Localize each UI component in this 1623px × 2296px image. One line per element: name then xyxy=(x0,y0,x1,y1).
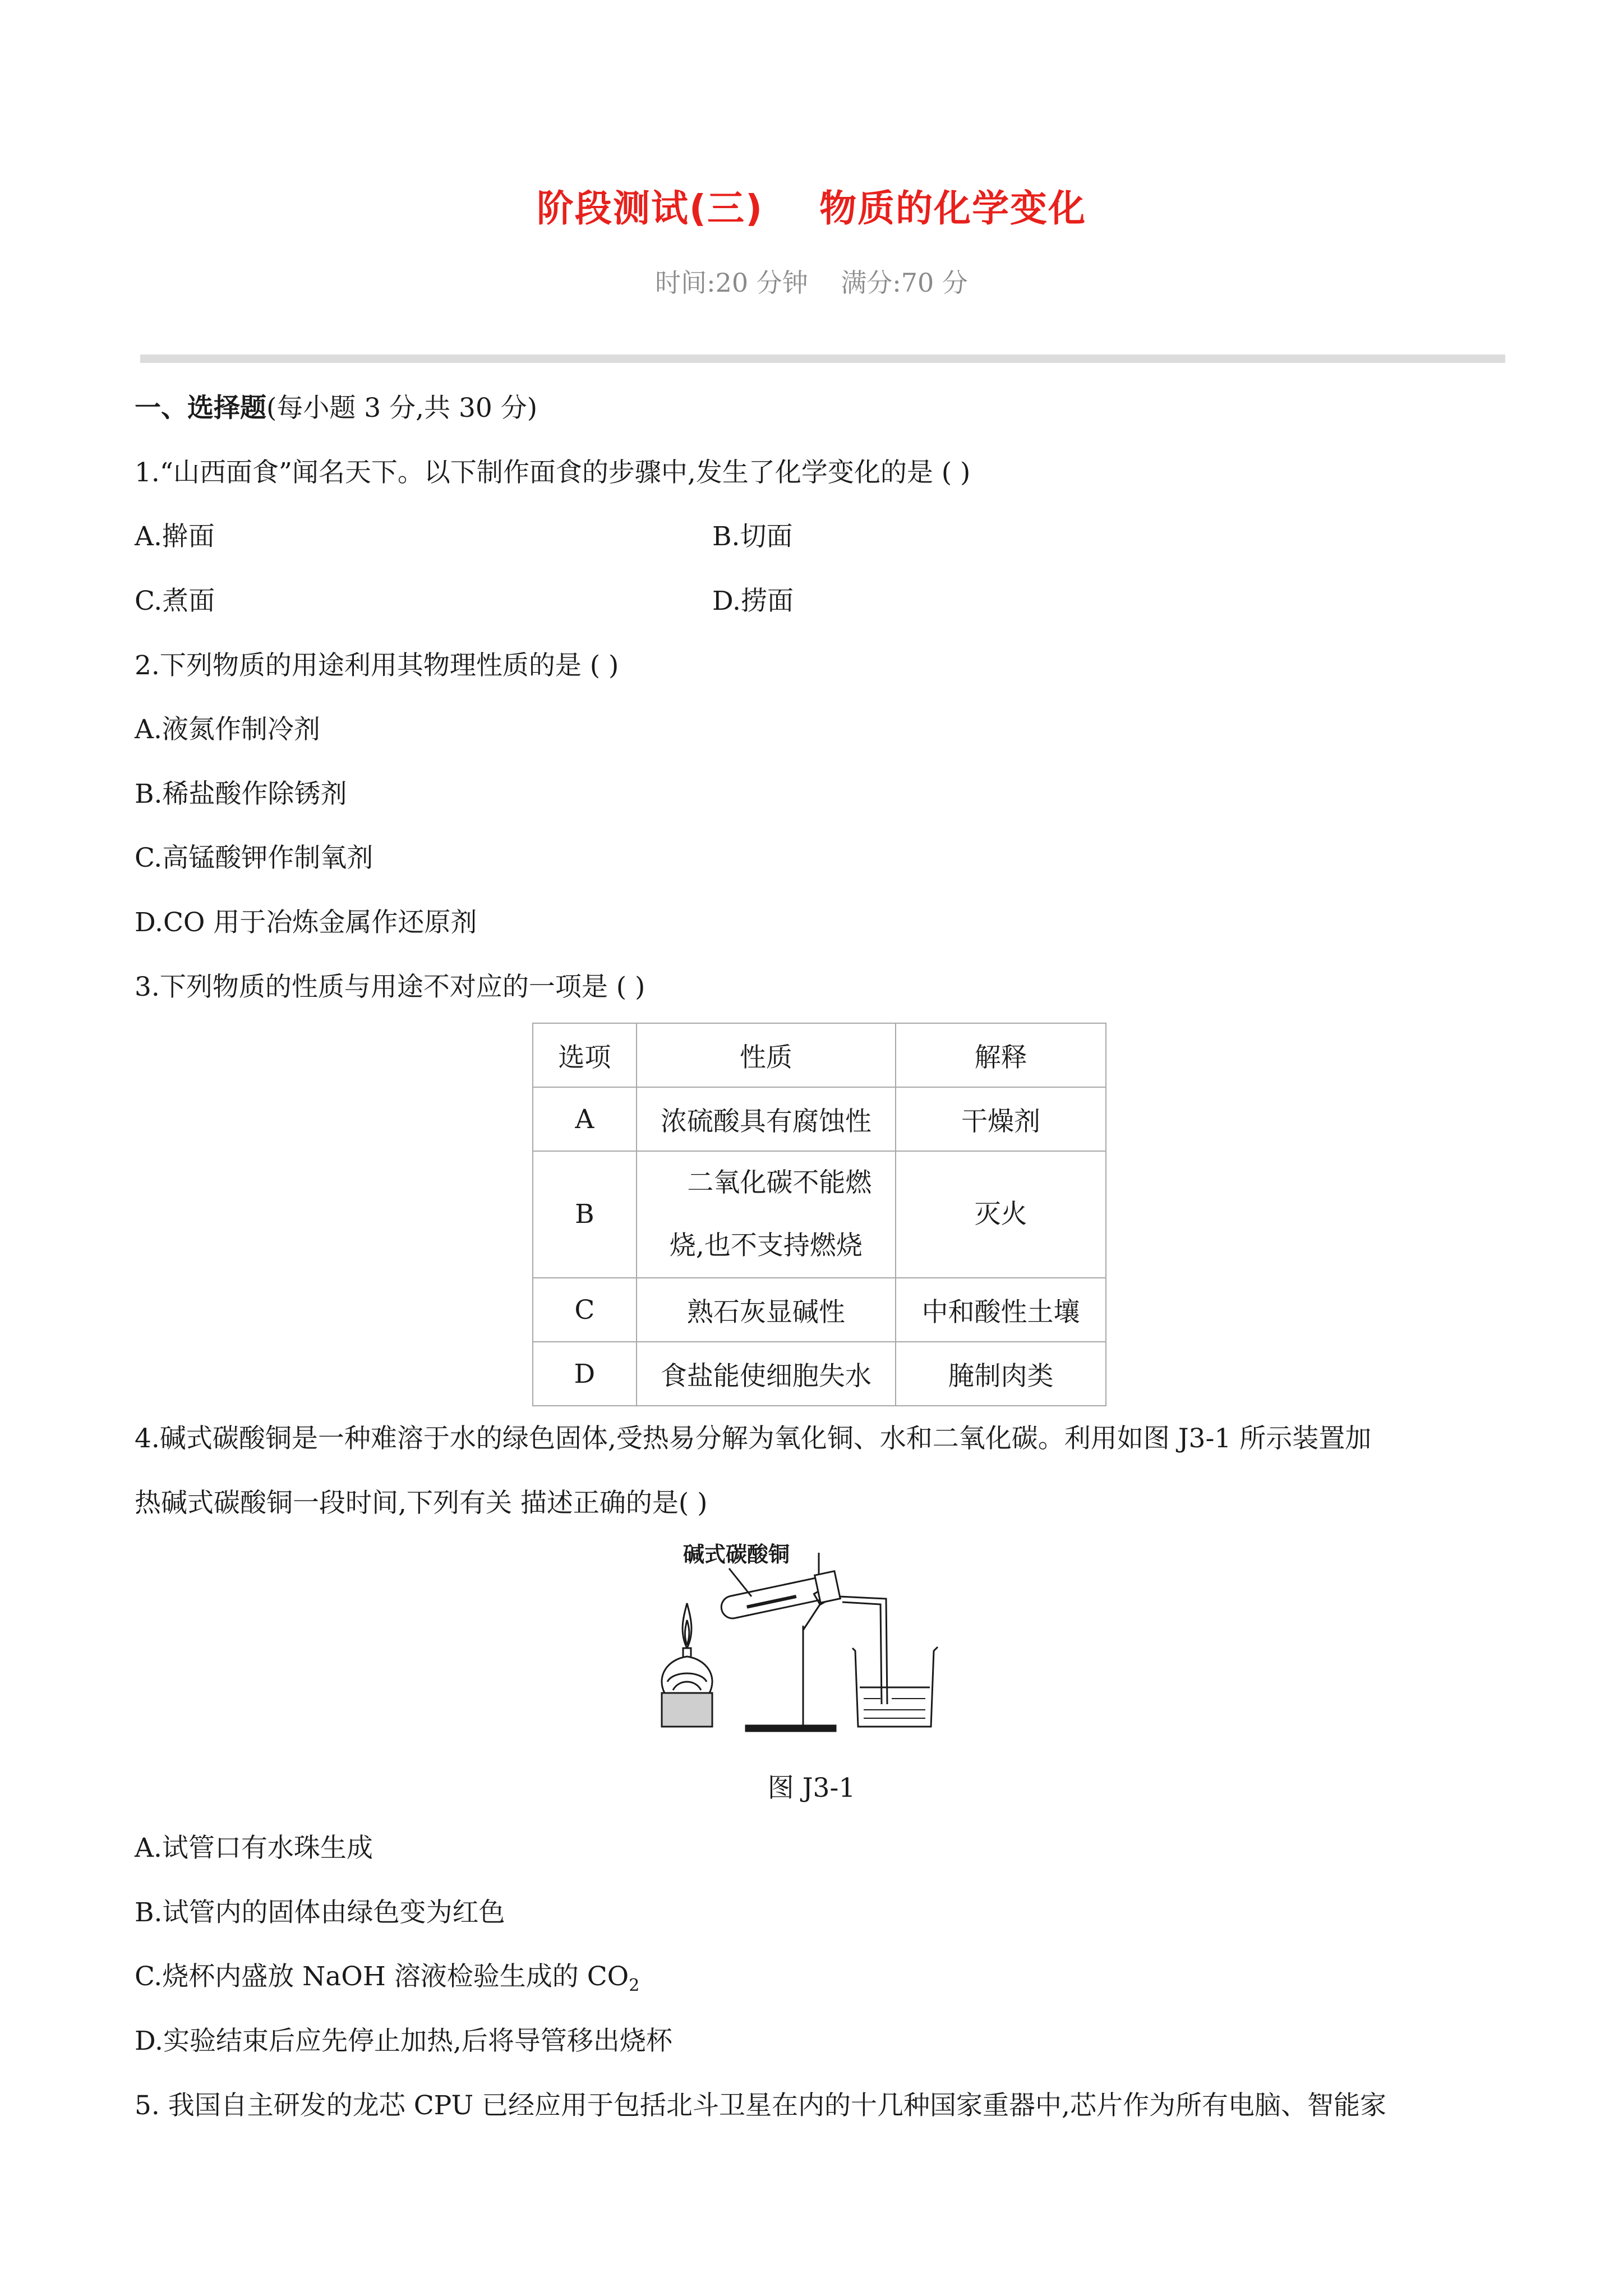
table-cell: 浓硫酸具有腐蚀性 xyxy=(637,1087,896,1151)
section-score-note: (每小题 3 分,共 30 分) xyxy=(266,393,538,424)
table-cell: A xyxy=(533,1087,637,1151)
table-cell: D xyxy=(533,1342,637,1406)
question-1-stem: 1.“山西面食”闻名天下。以下制作面食的步骤中,发生了化学变化的是 ( ) xyxy=(135,457,971,488)
table-row xyxy=(533,1087,1106,1151)
table-row xyxy=(533,1151,1106,1278)
question-2-option-c: C.高锰酸钾作制氧剂 xyxy=(135,843,374,873)
table-cell: 灭火 xyxy=(896,1151,1106,1278)
table-row xyxy=(533,1342,1106,1406)
question-3-table xyxy=(532,1023,1106,1406)
question-2-stem: 2.下列物质的用途利用其物理性质的是 ( ) xyxy=(135,650,619,681)
table-cell: C xyxy=(533,1278,637,1342)
table-cell: 中和酸性土壤 xyxy=(896,1278,1106,1342)
question-4-stem-line-2: 热碱式碳酸铜一段时间,下列有关 描述正确的是( ) xyxy=(135,1488,708,1519)
table-cell xyxy=(637,1151,896,1278)
question-2-option-d: D.CO 用于冶炼金属作还原剂 xyxy=(135,907,477,938)
table-cell: 食盐能使细胞失水 xyxy=(637,1342,896,1406)
table-header-cell: 解释 xyxy=(896,1023,1106,1087)
apparatus-diagram xyxy=(634,1536,993,1749)
question-2-option-b: B.稀盐酸作除锈剂 xyxy=(135,779,347,809)
option-c-text: C.烧杯内盛放 NaOH 溶液检验生成的 CO xyxy=(135,1961,629,1992)
question-4-option-d: D.实验结束后应先停止加热,后将导管移出烧杯 xyxy=(135,2026,672,2056)
question-3-stem: 3.下列物质的性质与用途不对应的一项是 ( ) xyxy=(135,972,645,1002)
question-1-option-b: B.切面 xyxy=(712,521,793,552)
question-1-option-a: A.擀面 xyxy=(135,521,215,552)
table-cell: 熟石灰显碱性 xyxy=(637,1278,896,1342)
exam-time-info: 时间:20 分钟 满分:70 分 xyxy=(655,268,968,298)
question-2-option-a: A.液氮作制冷剂 xyxy=(135,714,320,745)
section-title: 一、选择题 xyxy=(135,393,266,424)
question-4-stem-line-1: 4.碱式碳酸铜是一种难溶于水的绿色固体,受热易分解为氧化铜、水和二氧化碳。利用如图 J3-1 所示装置加 xyxy=(135,1423,1372,1454)
table-cell-line: 烧,也不支持燃烧 xyxy=(669,1230,863,1261)
table-header-row xyxy=(533,1023,1106,1087)
table-cell: B xyxy=(533,1151,637,1278)
figure-caption: 图 J3-1 xyxy=(767,1773,856,1803)
table-header-cell: 性质 xyxy=(637,1023,896,1087)
section-heading xyxy=(135,392,537,425)
table-cell: 腌制肉类 xyxy=(896,1342,1106,1406)
table-row xyxy=(533,1278,1106,1342)
question-4-option-c xyxy=(135,1960,639,2003)
table-cell-line: 二氧化碳不能燃 xyxy=(687,1167,872,1198)
header-divider xyxy=(140,355,1505,363)
option-c-subscript: 2 xyxy=(629,1976,640,1995)
page-title: 阶段测试(三) 物质的化学变化 xyxy=(536,187,1087,230)
question-4-option-a: A.试管口有水珠生成 xyxy=(135,1833,373,1864)
alcohol-lamp xyxy=(662,1603,712,1727)
table-cell: 干燥剂 xyxy=(896,1087,1106,1151)
question-1-option-c: C.煮面 xyxy=(135,586,215,616)
table-header-cell: 选项 xyxy=(533,1023,637,1087)
question-4-option-b: B.试管内的固体由绿色变为红色 xyxy=(135,1897,505,1928)
figure-label: 碱式碳酸铜 xyxy=(683,1542,790,1567)
question-1-option-d: D.捞面 xyxy=(712,586,794,616)
question-5-stem-line-1: 5. 我国自主研发的龙芯 CPU 已经应用于包括北斗卫星在内的十几种国家重器中,芯片作为所有电脑、智能家 xyxy=(135,2090,1386,2121)
stand-base xyxy=(746,1726,836,1731)
